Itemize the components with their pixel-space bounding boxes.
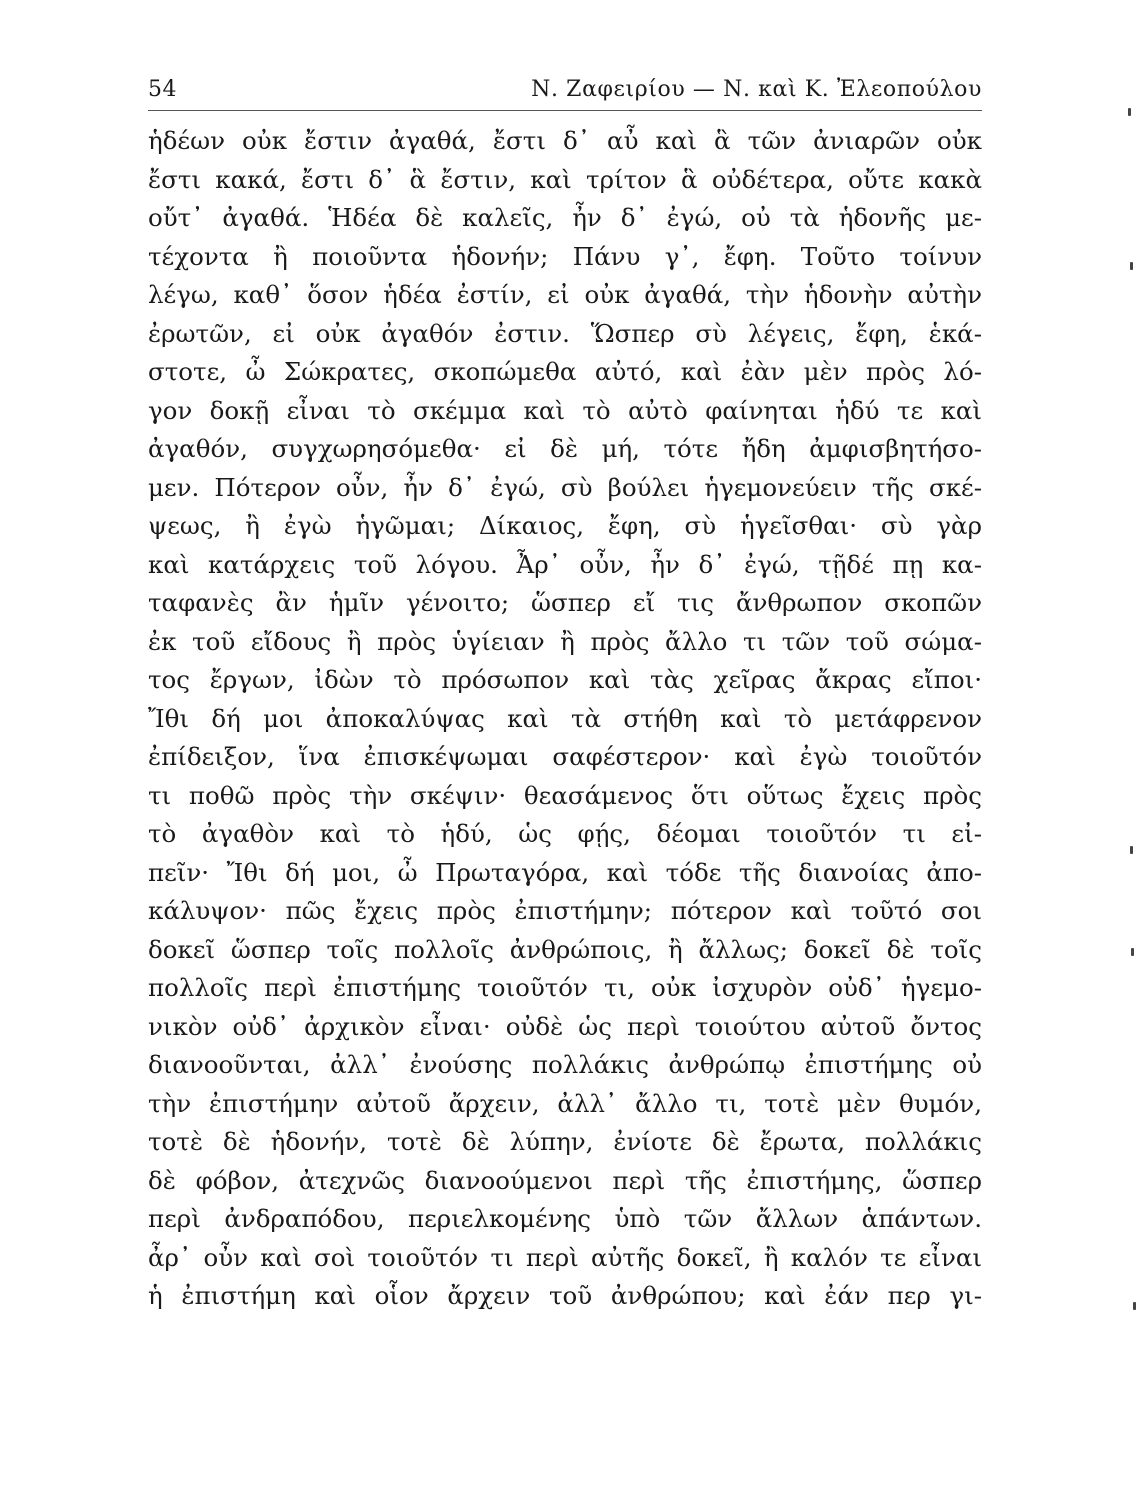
- text-line: διανοοῦνται, ἀλλ᾽ ἐνούσης πολλάκις ἀνθρώπῳ ἐπιστήμης οὐ: [148, 1050, 982, 1079]
- text-line: πολλοῖς περὶ ἐπιστήμης τοιοῦτόν τι, οὐκ ἰσχυρὸν οὐδ᾽ ἡγεμο-: [148, 973, 982, 1002]
- text-line: γον δοκῇ εἶναι τὸ σκέμμα καὶ τὸ αὐτὸ φαίνηται ἡδύ τε καὶ: [148, 395, 982, 425]
- text-line: κάλυψον· πῶς ἔχεις πρὸς ἐπιστήμην; πότερον καὶ τοῦτό σοι: [148, 896, 982, 925]
- body-text: [148, 122, 982, 1316]
- text-line: ἆρ᾽ οὖν καὶ σοὶ τοιοῦτόν τι περὶ αὐτῆς δοκεῖ, ἢ καλόν τε εἶναι: [148, 1242, 982, 1272]
- text-line: ψεως, ἢ ἐγὼ ἡγῶμαι; Δίκαιος, ἔφη, σὺ ἡγεῖσθαι· σὺ γὰρ: [148, 511, 982, 540]
- text-line: λέγω, καθ᾽ ὅσον ἡδέα ἐστίν, εἰ οὐκ ἀγαθά, τὴν ἡδονὴν αὐτὴν: [148, 280, 982, 309]
- text-line: δὲ φόβον, ἀτεχνῶς διανοούμενοι περὶ τῆς ἐπιστήμης, ὥσπερ: [148, 1165, 982, 1195]
- text-line: ἐπίδειξον, ἵνα ἐπισκέψωμαι σαφέστερον· καὶ ἐγὼ τοιοῦτόν: [148, 742, 982, 771]
- scan-mark: [1130, 262, 1133, 270]
- scan-mark: [1131, 948, 1134, 956]
- text-line: τι ποθῶ πρὸς τὴν σκέψιν· θεασάμενος ὅτι οὕτως ἔχεις πρὸς: [148, 780, 982, 810]
- text-line: τος ἔργων, ἰδὼν τὸ πρόσωπον καὶ τὰς χεῖρας ἄκρας εἴποι·: [148, 665, 982, 694]
- scan-mark: [1130, 846, 1133, 854]
- text-line: πεῖν· Ἴθι δή μοι, ὦ Πρωταγόρα, καὶ τόδε τῆς διανοίας ἀπο-: [148, 857, 982, 887]
- text-line: ἡδέων οὐκ ἔστιν ἀγαθά, ἔστι δ᾽ αὖ καὶ ἃ τῶν ἀνιαρῶν οὐκ: [148, 126, 982, 155]
- text-line: νικὸν οὐδ᾽ ἀρχικὸν εἶναι· οὐδὲ ὡς περὶ τοιούτου αὐτοῦ ὄντος: [148, 1011, 982, 1041]
- text-line: ἡ ἐπιστήμη καὶ οἷον ἄρχειν τοῦ ἀνθρώπου; καὶ ἐάν περ γι-: [148, 1281, 982, 1310]
- text-line: Ἴθι δή μοι ἀποκαλύψας καὶ τὰ στήθη καὶ τὸ μετάφρενον: [148, 703, 982, 733]
- text-line: στοτε, ὦ Σώκρατες, σκοπώμεθα αὐτό, καὶ ἐὰν μὲν πρὸς λό-: [148, 357, 982, 386]
- text-line: ἐρωτῶν, εἰ οὐκ ἀγαθόν ἐστιν. Ὥσπερ σὺ λέγεις, ἔφη, ἑκά-: [148, 318, 982, 348]
- text-line: δοκεῖ ὥσπερ τοῖς πολλοῖς ἀνθρώποις, ἢ ἄλλως; δοκεῖ δὲ τοῖς: [148, 934, 982, 964]
- header-rule: [148, 110, 982, 111]
- scan-mark: [1128, 108, 1131, 116]
- text-line: μεν. Πότερον οὖν, ἦν δ᾽ ἐγώ, σὺ βούλει ἡγεμονεύειν τῆς σκέ-: [148, 472, 982, 502]
- page-header: [148, 74, 982, 110]
- text-line: ταφανὲς ἂν ἡμῖν γένοιτο; ὥσπερ εἴ τις ἄνθρωπον σκοπῶν: [148, 588, 982, 617]
- text-line: τέχοντα ἢ ποιοῦντα ἡδονήν; Πάνυ γ᾽, ἔφη. Τοῦτο τοίνυν: [148, 241, 982, 271]
- text-line: ἔστι κακά, ἔστι δ᾽ ἃ ἔστιν, καὶ τρίτον ἃ οὐδέτερα, οὔτε κακὰ: [148, 164, 982, 194]
- text-line: τοτὲ δὲ ἡδονήν, τοτὲ δὲ λύπην, ἐνίοτε δὲ ἔρωτα, πολλάκις: [148, 1127, 982, 1156]
- text-line: καὶ κατάρχεις τοῦ λόγου. Ἆρ᾽ οὖν, ἦν δ᾽ ἐγώ, τῇδέ πῃ κα-: [148, 549, 982, 579]
- text-line: τὸ ἀγαθὸν καὶ τὸ ἡδύ, ὡς φῄς, δέομαι τοιοῦτόν τι εἰ-: [148, 819, 982, 848]
- text-line: οὔτ᾽ ἀγαθά. Ἡδέα δὲ καλεῖς, ἦν δ᾽ ἐγώ, οὐ τὰ ἡδονῆς με-: [148, 203, 982, 232]
- text-line: τὴν ἐπιστήμην αὐτοῦ ἄρχειν, ἀλλ᾽ ἄλλο τι, τοτὲ μὲν θυμόν,: [148, 1088, 982, 1118]
- scan-mark: [1133, 1302, 1136, 1310]
- text-line: ἐκ τοῦ εἴδους ἢ πρὸς ὑγίειαν ἢ πρὸς ἄλλο τι τῶν τοῦ σώμα-: [148, 626, 982, 656]
- page-number: 54: [148, 77, 177, 102]
- running-head: Ν. Ζαφειρίου — Ν. καὶ Κ. Ἐλεοπούλου: [531, 77, 982, 102]
- text-line: περὶ ἀνδραπόδου, περιελκομένης ὑπὸ τῶν ἄλλων ἁπάντων.: [148, 1204, 982, 1233]
- text-line: ἀγαθόν, συγχωρησόμεθα· εἰ δὲ μή, τότε ἤδη ἀμφισβητήσο-: [148, 434, 982, 463]
